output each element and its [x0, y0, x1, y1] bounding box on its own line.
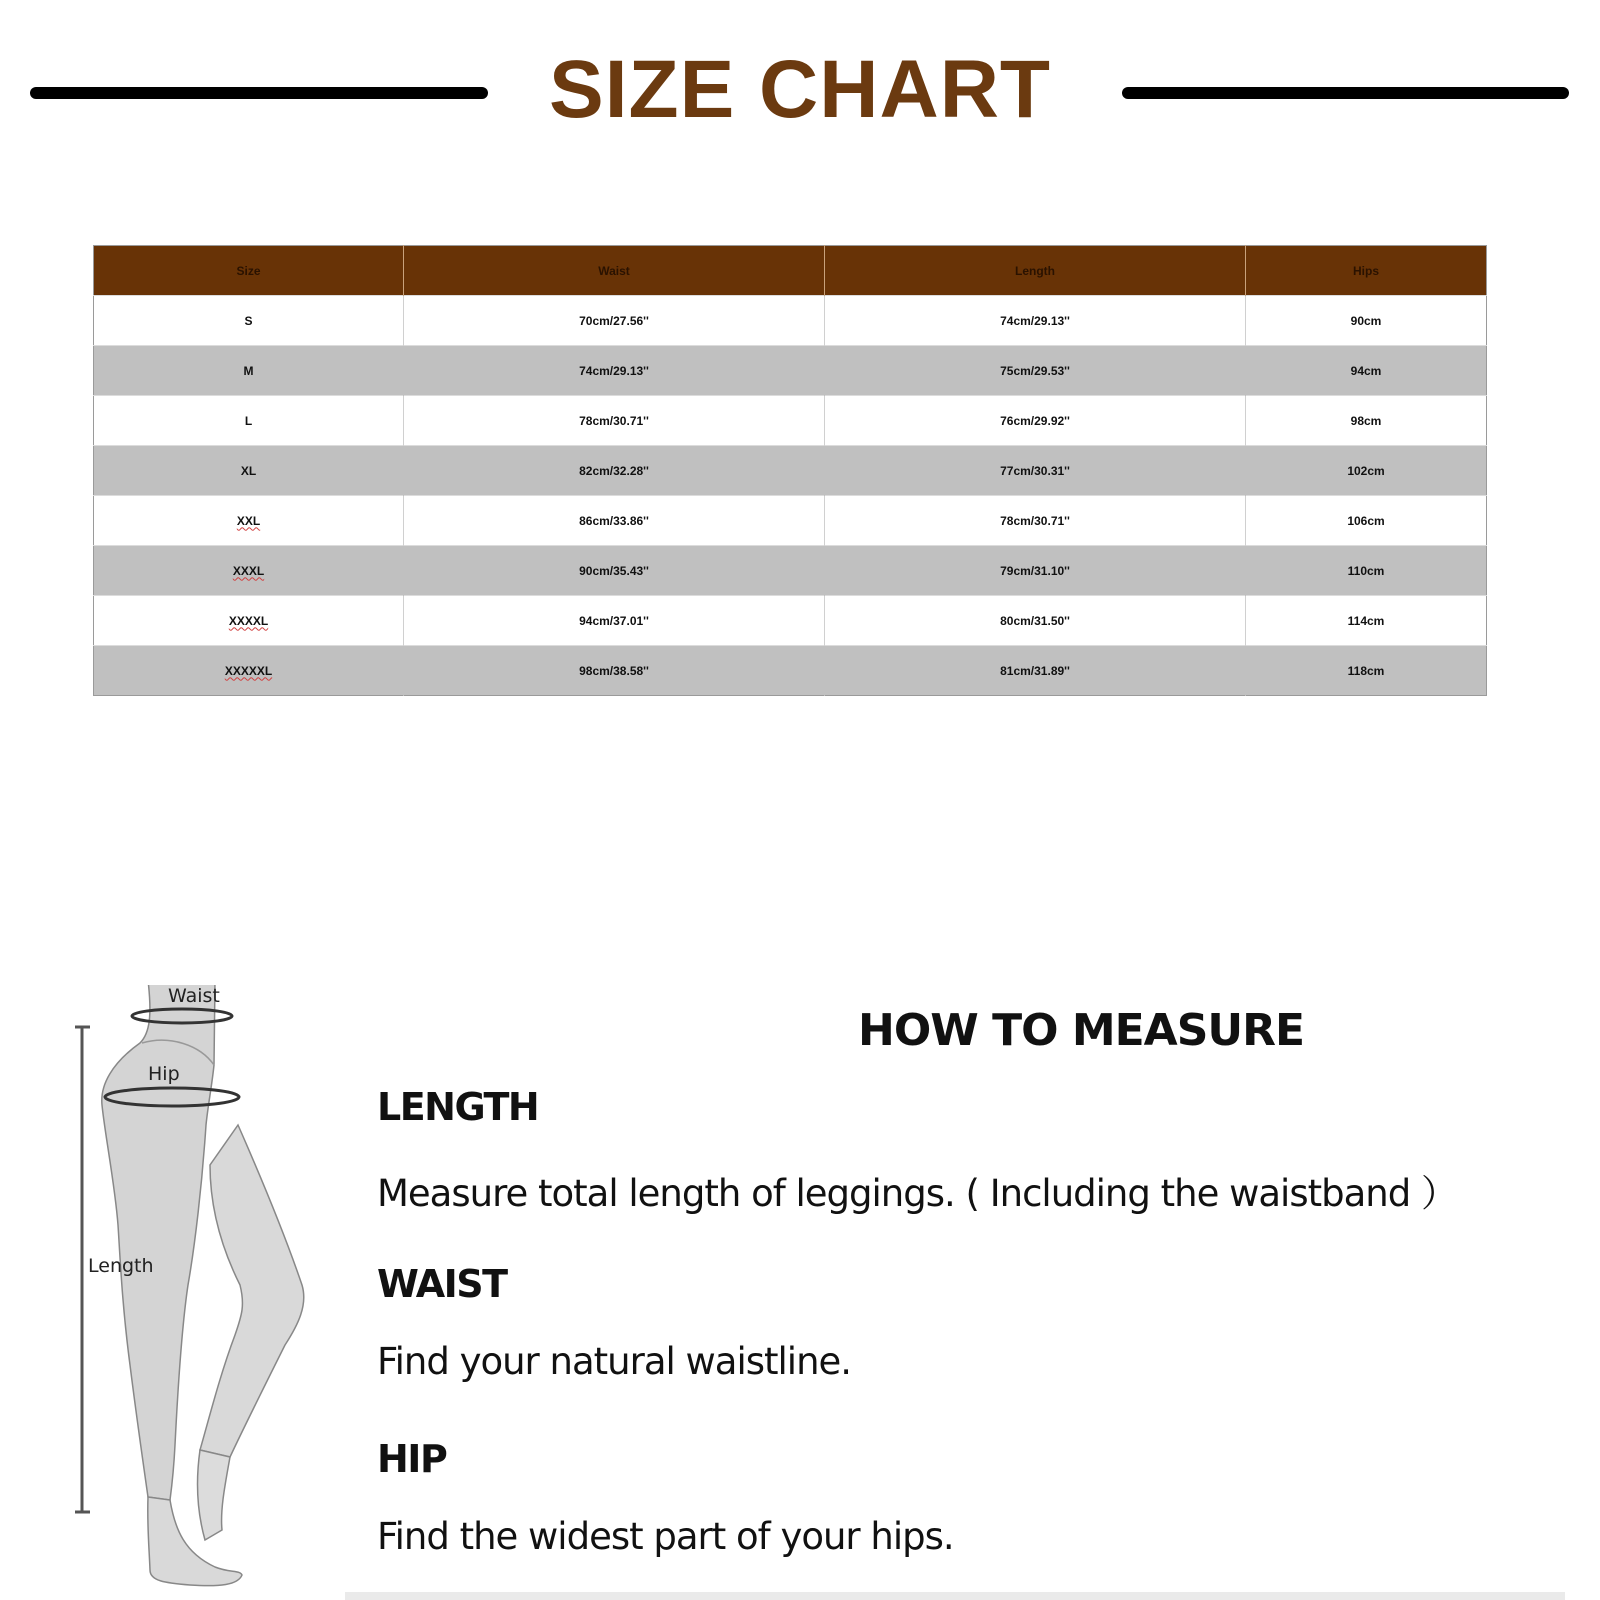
figure-label-length: Length: [88, 1255, 154, 1277]
title-divider-right: [1122, 87, 1569, 99]
cell-size: [94, 496, 404, 546]
table-row: [94, 596, 1487, 646]
cell-size: S: [94, 296, 404, 346]
cell-hips: 110cm: [1246, 546, 1487, 596]
cell-waist: 98cm/38.58'': [404, 646, 825, 696]
cell-length: 74cm/29.13'': [825, 296, 1246, 346]
section-heading-waist: WAIST: [377, 1262, 507, 1306]
cell-length: 77cm/30.31'': [825, 446, 1246, 496]
cell-size: L: [94, 396, 404, 446]
cell-waist: 74cm/29.13'': [404, 346, 825, 396]
section-text-hip: Find the widest part of your hips.: [377, 1515, 954, 1558]
table-row: [94, 496, 1487, 546]
cell-waist: 86cm/33.86'': [404, 496, 825, 546]
cell-waist: 82cm/32.28'': [404, 446, 825, 496]
cell-waist: 78cm/30.71'': [404, 396, 825, 446]
cell-hips: 94cm: [1246, 346, 1487, 396]
cell-length: 75cm/29.53'': [825, 346, 1246, 396]
size-label: XXXL: [232, 563, 265, 578]
cell-waist: 70cm/27.56'': [404, 296, 825, 346]
figure-label-hip: Hip: [148, 1063, 180, 1085]
leggings-illustration-icon: [70, 985, 330, 1595]
cell-hips: 98cm: [1246, 396, 1487, 446]
cell-waist: 94cm/37.01'': [404, 596, 825, 646]
size-label: XXL: [236, 513, 261, 528]
column-header-length: Length: [825, 246, 1246, 296]
table-header-row: [94, 246, 1487, 296]
column-header-size: Size: [94, 246, 404, 296]
cell-hips: 106cm: [1246, 496, 1487, 546]
section-heading-hip: HIP: [377, 1437, 447, 1481]
cell-length: 78cm/30.71'': [825, 496, 1246, 546]
table-row: [94, 446, 1487, 496]
section-text-waist: Find your natural waistline.: [377, 1340, 852, 1383]
how-to-measure-title: HOW TO MEASURE: [858, 1005, 1305, 1056]
table-row: [94, 396, 1487, 446]
size-label: XXXXL: [228, 613, 269, 628]
cell-waist: 90cm/35.43'': [404, 546, 825, 596]
section-text-length: Measure total length of leggings. ( Including the waistband ）: [377, 1172, 1457, 1215]
cell-size: XL: [94, 446, 404, 496]
table-row: [94, 296, 1487, 346]
cell-length: 81cm/31.89'': [825, 646, 1246, 696]
bottom-divider: [345, 1592, 1565, 1600]
cell-hips: 90cm: [1246, 296, 1487, 346]
column-header-hips: Hips: [1246, 246, 1487, 296]
cell-size: [94, 646, 404, 696]
cell-hips: 114cm: [1246, 596, 1487, 646]
cell-hips: 118cm: [1246, 646, 1487, 696]
leggings-measurement-figure: [70, 985, 330, 1595]
cell-hips: 102cm: [1246, 446, 1487, 496]
size-chart-table: [93, 245, 1486, 696]
column-header-waist: Waist: [404, 246, 825, 296]
table-row: [94, 646, 1487, 696]
cell-size: M: [94, 346, 404, 396]
cell-size: [94, 546, 404, 596]
cell-length: 79cm/31.10'': [825, 546, 1246, 596]
section-heading-length: LENGTH: [377, 1085, 539, 1129]
cell-size: [94, 596, 404, 646]
size-label: XXXXXL: [224, 663, 273, 678]
table-row: [94, 546, 1487, 596]
cell-length: 76cm/29.92'': [825, 396, 1246, 446]
table-row: [94, 346, 1487, 396]
figure-label-waist: Waist: [168, 985, 220, 1007]
cell-length: 80cm/31.50'': [825, 596, 1246, 646]
page-title: SIZE CHART: [549, 44, 1051, 135]
